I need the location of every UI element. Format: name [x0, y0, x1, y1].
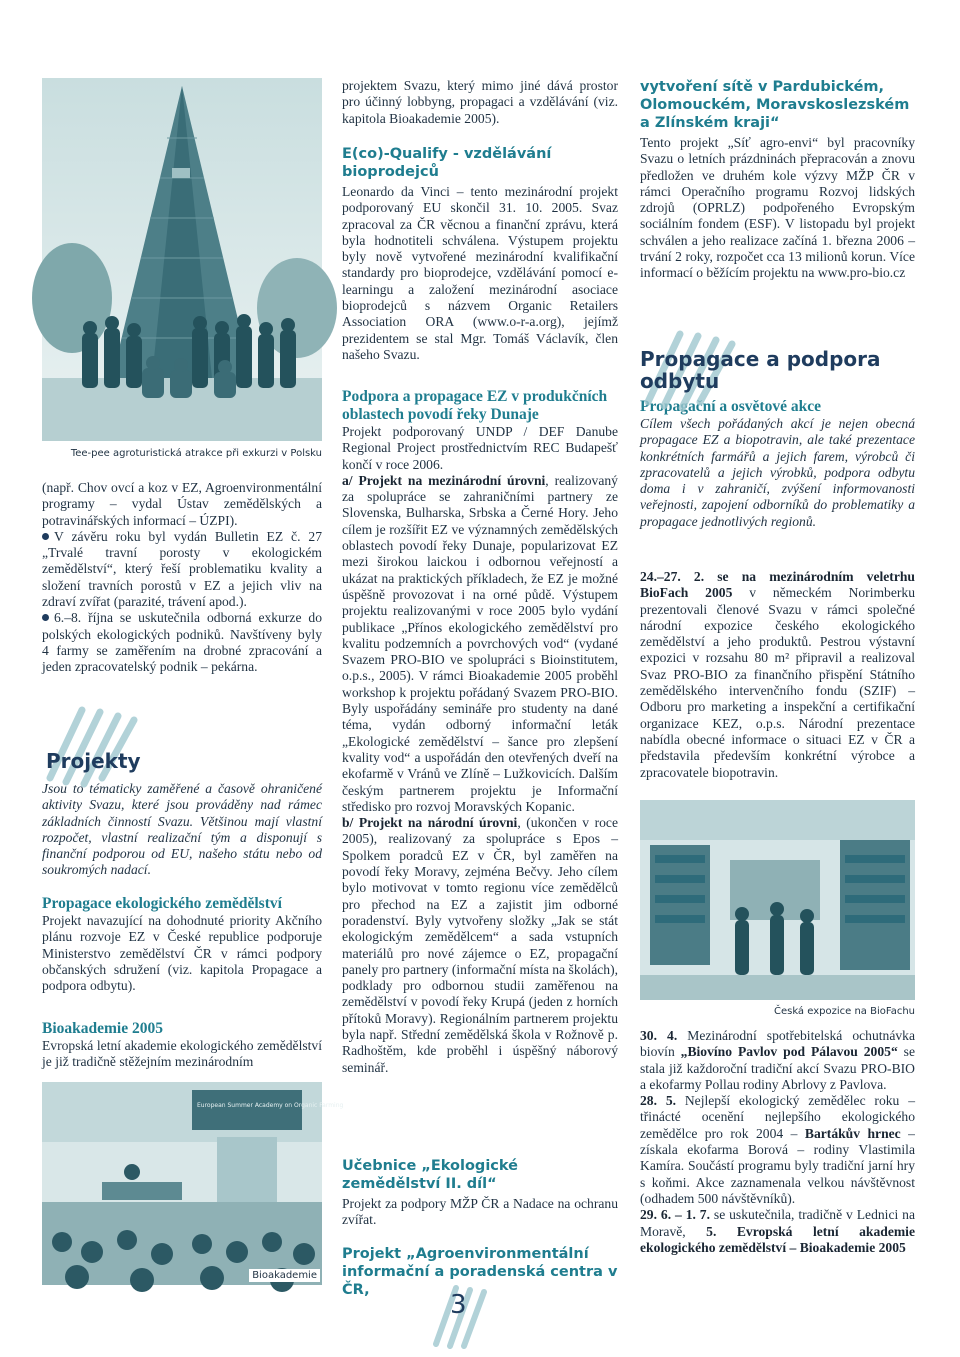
page-number: 3: [450, 1290, 467, 1320]
photo-teepee-caption: Tee-pee agroturistická atrakce při exkurzi v Polsku: [70, 448, 322, 459]
event-zemedelec-roku: 28. 5. Nejlepší ekologický zemědělec roku – třinácté ocenění nejlepšího ekologického zemědělce pro rok 2004 – Bartákův hrnec – získala ekofarma Borová – rodiny Vlastimila Kamíra. Součástí programu byly tradiční jarní hry s koňmi. Akce zaznamenala velkou návštěvnost (odhadem 500 návštěvníků).: [640, 1093, 915, 1206]
photo-biofach-caption: Česká expozice na BioFachu: [773, 1006, 915, 1017]
event-bioakademie: 29. 6. – 1. 7. se uskutečnila, tradičně v Lednici na Moravě, 5. Evropská letní akademie ekologického zemědělství – Bioakademie 2005: [640, 1207, 915, 1255]
teepee-illustration: [42, 78, 322, 441]
osvet-heading: Propagační a osvětové akce: [640, 398, 821, 415]
dunaj-national: b/ Projekt na národní úrovni, (ukončen v roce 2005), realizovaný za spolupráce s Epos – Spolkem poradců EZ v ČR, byl zaměřen na povodí řeky Moravy, zejména Bečvy. Jeho cílem bylo motivovat v tomto regionu více zemědělců pro přechod na EZ a zajistit jim odborné poradenství. Byly vytvořeny složky „Jak se stát ekologickým zemědělcem“ a sada vstupních materiálů pro nové zájemce o EZ, propagační panely pro partnery (informační místa na školách), podklady pro odbornou studii zaměřenou na zemědělství v povodí řeky Krupá (jeden z horních přítoků Moravy). Regionálním partnerem projektu byla např. Střední zemědělská škola v Rožnově p. Radhoštěm, kde proběhl i úspěšný náborový seminář.: [342, 815, 618, 1075]
conference-illustration: [42, 1082, 344, 1285]
bioakademie-continued: projektem Svazu, který mimo jiné dává prostor pro účinný lobbyng, propagaci a vzdělávání (viz. kapitola Bioakademie 2005).: [342, 78, 618, 126]
bullet-dot-icon: [42, 614, 49, 621]
agro-heading: Projekt „Agroenvironmentální informační a poradenská centra v ČR,: [342, 1246, 618, 1298]
agro-text: Tento projekt „Síť agro-envi“ byl pracovníky Svazu o letních prázdninách přepracován a znovu předložen ve druhém kole výzvy MŽP ČR v rámci Operačního programu Rozvoj lidských zdrojů (OPRLZ) podpořeného Evropským sociálním fondem (ESF). V listopadu byl projekt schválen a jeho realizace začíná 1. března 2006 – trvání 2 roky, rozpočet cca 13 milionů korun. Více informací o běžícím projektu na www.pro-bio.cz: [640, 135, 915, 281]
biofach-paragraph: 24.–27. 2. se na mezinárodním veletrhu BioFach 2005 v německém Norimberku prezentovali členové Svazu v rámci společné národní expozice českého ekologického zemědělství a jeho produktů. Pestrou výstavní expozici v rozsahu 80 m² připravil a realizoval Svaz PRO-BIO za finančního přispění Státního zemědělského intervenčního fondu (SZIF) – Odboru pro marketing a inspekční a certifikační organizace KEZ, o.p.s. Národní prezentace nabídla obecné informace o situaci EZ v ČR a představila především konkrétní výrobce a zpracovatele biopotravin.: [640, 569, 916, 780]
event-biovino: 30. 4. Mezinárodní spotřebitelská ochutnávka biovín „Biovíno Pavlov pod Pálavou 2005“ se stala již každoroční tradiční akcí Svazu PRO-BIO a ekofarmy Pollau rodiny Abrlovy z Pavlova.: [640, 1028, 915, 1092]
dunaj-text: Projekt podporovaný UNDP / DEF Danube Regional Project prostřednictvím REC Budapešť končí v roce 2006.: [342, 424, 618, 472]
banner-text: European Summer Academy on Organic Farming: [197, 1102, 344, 1109]
eco-qualify-heading: E(co)-Qualify - vzdělávání bioprodejců: [342, 146, 552, 180]
bioakademie-heading: Bioakademie 2005: [42, 1020, 163, 1037]
agro-heading-continued: vytvoření sítě v Pardubickém, Olomouckém, Moravskoslezském a Zlínském kraji“: [640, 79, 910, 131]
projekty-heading: Projekty: [46, 749, 141, 773]
propagace-ez-text: Projekt navazující na dohodnuté priority Akčního plánu rozvoje EZ v České republice podporuje Ministerstvo zemědělství ČR v rámci podpory občanských sdružení (viz. kapitola Propagace a podpora odbytu).: [42, 913, 322, 994]
propagace-ez-heading: Propagace ekologického zemědělství: [42, 895, 282, 912]
photo-bioakademie: [42, 1082, 344, 1285]
intro-paragraph: (např. Chov ovcí a koz v EZ, Agroenvironmentální programy – vydal Ústav zemědělských a potravinářských informací – ÚZPI).: [42, 480, 322, 528]
ucebnice-heading: Učebnice „Ekologické zemědělství II. díl“: [342, 1158, 518, 1192]
photo-teepee: [42, 78, 322, 441]
podpora-odbytu-heading: Propagace a podpora odbytu: [640, 347, 881, 393]
eco-qualify-text: Leonardo da Vinci – tento mezinárodní projekt podporovaný EU skončil 31. 10. 2005. Svaz zpracoval za ČR věcnou a finanční zprávu, která byla hodnotiteli schválena. Výstupem projektu byly nově vytvořené mezinárodní kvalifikační standardy pro bioprodejce, vzdělávání pomocí e-learningu a založení mezinárodní asociace bioprodejců s názvem Organic Retailers Association ORA (www.o-r-a.org), jejímž prezidentem se stal Mgr. Tomáš Václavík, člen našeho Svazu.: [342, 184, 618, 362]
dunaj-heading: Podpora a propagace EZ v produkčních oblastech povodí řeky Dunaje: [342, 388, 608, 423]
projekty-intro: Jsou to tématicky zaměřené a časově ohraničené aktivity Svazu, které jsou prováděny nad rámec základních činností Svazu. Většinou mají vlastní rozpočet, vlastní realizační tým a disponují s finanční podporou od EU, našeho státu nebo od soukromých nadací.: [42, 781, 322, 878]
bullet-dot-icon: [42, 533, 49, 540]
expo-illustration: [640, 800, 915, 1000]
photo-biofach: [640, 800, 915, 1000]
bullet-exkurze: 6.–8. října se uskutečnila odborná exkurze do polských ekologických podniků. Navštíveny byly 4 farmy se zaměřením na drobné zpracování a jeden zpracovatelský podnik – pekárna.: [42, 610, 322, 675]
brush-stroke-icon: [42, 698, 152, 788]
dunaj-international: a/ Projekt na mezinárodní úrovni, realizovaný za spolupráce se zahraničními partnery ze Slovenska, Bulharska, Srbska a Černé Hory. Jeho cílem je rozšířit EZ ve významných zemědělských oblastech povodí řeky Dunaje, popularizovat EZ mezi širokou laickou i odbornou veřejností a ukázat na praktických příkladech, že EZ je možné úspěšně provozovat i na orné půdě. Výstupem projektu realizovanými v roce 2005 bylo vydání publikace „Přínos ekologického zemědělství pro kvalitu podzemních a povrchových vod“ (vydané Svazem PRO-BIO ve spolupráci s Bioinstitutem, o.p.s., 2005). V rámci Bioakademie 2005 proběhl workshop k projektu pořádaný Svazem PRO-BIO. Byly uspořádány semináře pro studenty na dané téma, vydán odborný informační leták „Ekologické zemědělství – šance pro zlepšení kvality vod“ a uspořádán den otevřených dveří na ekofarmě v Vránů ve Zlíně – Lužkovicích. Dalším českým partnerem projektu je Informační středisko pro rozvoj Moravských Kopanic.: [342, 472, 618, 814]
photo-bioakademie-caption: Bioakademie: [249, 1269, 320, 1282]
bullet-bulletin: V závěru roku byl vydán Bulletin EZ č. 27 „Trvalé travní porosty v ekologickém zemědělství“, který řeší problematiku kvality a složení travních porostů v EZ a jejich vliv na zdraví zvířat (parazité, trávení apod.).: [42, 528, 322, 610]
ucebnice-text: Projekt za podpory MŽP ČR a Nadace na ochranu zvířat.: [342, 1196, 618, 1228]
osvet-intro: Cílem všech pořádaných akcí je nejen obecná propagace EZ a biopotravin, ale také prezentace konkrétních farmářů a jejich farem, výrobců či zpracovatelů a jejich výrobků, podpora odbytu doma i v zahraničí, zvýšení informovanosti veřejnosti, zapojení odborníků do problematiky a propagace jednotlivých regionů.: [640, 416, 915, 529]
bioakademie-text: Evropská letní akademie ekologického zemědělství je již tradičně stěžejním mezinárodním: [42, 1038, 322, 1070]
